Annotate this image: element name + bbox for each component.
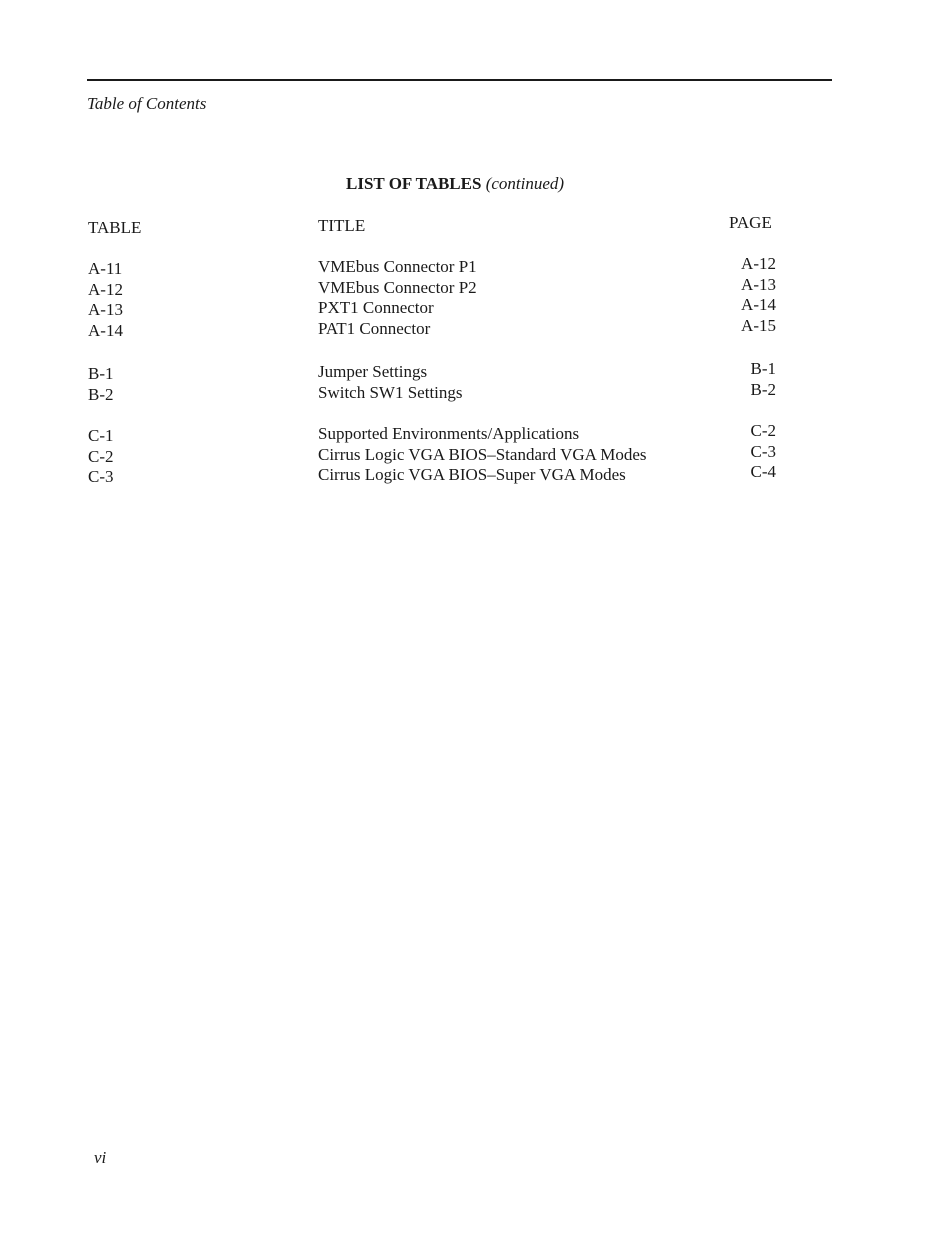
table-title: VMEbus Connector P1 [318, 257, 477, 276]
table-number: C-1 [88, 426, 114, 445]
table-number: B-1 [88, 364, 114, 383]
table-row [0, 441, 950, 466]
page-number: vi [94, 1148, 107, 1167]
table-page: A-12 [741, 254, 776, 273]
table-number: A-12 [88, 279, 123, 299]
table-title: Supported Environments/Applications [318, 424, 580, 443]
heading-main: LIST OF TABLES [346, 174, 482, 193]
table-page: C-2 [750, 421, 776, 440]
running-header: Table of Contents [87, 94, 207, 113]
table-row [0, 464, 950, 485]
table-page: B-1 [750, 359, 776, 378]
table-row [0, 297, 950, 318]
table-row [0, 361, 950, 382]
table-group-a [0, 256, 950, 339]
table-number: A-14 [88, 321, 123, 341]
table-row [0, 256, 950, 277]
table-title: PAT1 Connector [318, 319, 431, 339]
table-title: Switch SW1 Settings [318, 382, 463, 402]
page-heading [346, 174, 564, 194]
table-page: C-4 [750, 462, 776, 482]
table-row [0, 274, 950, 299]
table-row [0, 379, 950, 404]
table-group-b [0, 361, 950, 402]
table-page: A-15 [741, 316, 776, 336]
table-number: A-13 [88, 300, 123, 320]
column-header-table: TABLE [88, 218, 142, 237]
table-number: B-2 [88, 384, 114, 404]
table-page: B-2 [750, 379, 776, 399]
table-title: PXT1 Connector [318, 298, 434, 318]
heading-suffix: (continued) [485, 174, 565, 193]
table-number: A-11 [88, 259, 123, 278]
table-title: Jumper Settings [318, 362, 428, 381]
header-rule [87, 79, 832, 81]
table-title: Cirrus Logic VGA BIOS–Super VGA Modes [318, 465, 626, 485]
table-page: A-13 [741, 274, 776, 294]
table-group-c [0, 423, 950, 485]
table-page: C-3 [750, 441, 776, 461]
table-row [0, 423, 950, 444]
table-number: C-3 [88, 467, 114, 487]
table-row [0, 318, 950, 339]
table-title: Cirrus Logic VGA BIOS–Standard VGA Modes [318, 444, 647, 464]
column-header-page: PAGE [729, 213, 772, 232]
column-header-title: TITLE [318, 216, 366, 235]
table-number: C-2 [88, 446, 114, 466]
table-page: A-14 [741, 295, 776, 315]
table-title: VMEbus Connector P2 [318, 277, 477, 297]
